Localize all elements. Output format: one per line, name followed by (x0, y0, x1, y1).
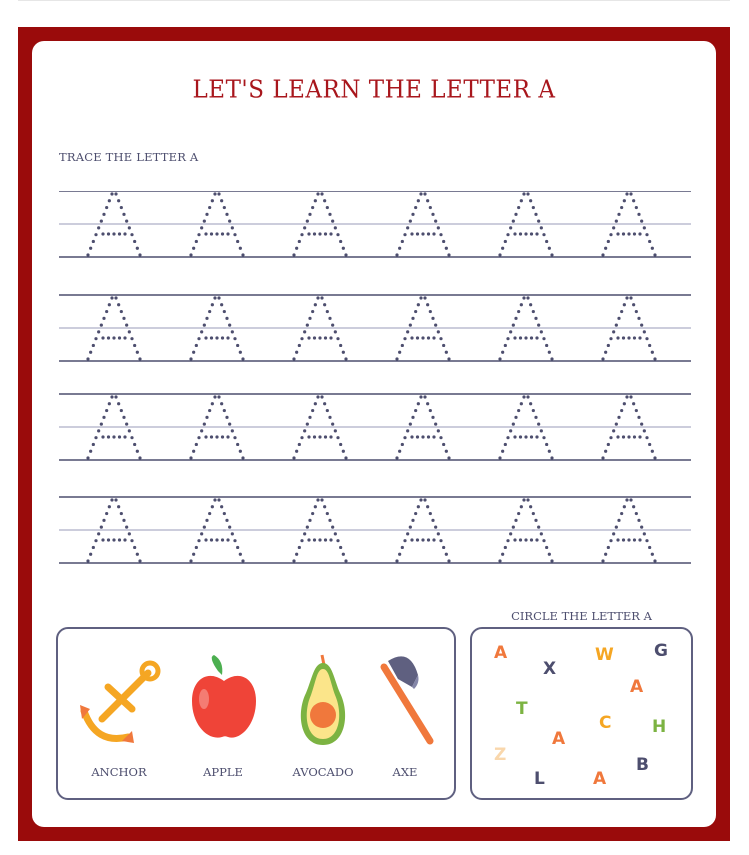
letter-item[interactable]: L (534, 769, 545, 789)
worksheet-frame (18, 27, 730, 841)
axe-label: AXE (392, 765, 418, 779)
letter-item[interactable]: A (630, 677, 644, 697)
anchor-icon (74, 649, 164, 749)
avocado-icon (278, 649, 368, 749)
letter-item[interactable]: Z (494, 745, 507, 765)
letter-item[interactable]: W (595, 645, 614, 665)
letter-item[interactable]: A (552, 729, 566, 749)
avocado-label: AVOCADO (292, 765, 354, 779)
avocado-picture (278, 649, 368, 749)
letter-item[interactable]: A (593, 769, 607, 789)
axe-picture (360, 649, 450, 749)
anchor-label: ANCHOR (91, 765, 147, 779)
pictures-panel (56, 627, 456, 800)
axe-icon (360, 649, 450, 749)
anchor-picture (74, 649, 164, 749)
circle-instruction: CIRCLE THE LETTER A (511, 609, 652, 623)
worksheet-page (32, 41, 716, 827)
apple-picture (178, 649, 268, 749)
apple-label: APPLE (203, 765, 243, 779)
top-divider (18, 0, 730, 1)
letter-item[interactable]: A (494, 643, 508, 663)
letter-item[interactable]: B (636, 755, 649, 775)
trace-instruction: TRACE THE LETTER A (59, 150, 199, 164)
letter-item[interactable]: C (599, 713, 612, 733)
letter-item[interactable]: T (516, 699, 528, 719)
tracing-area (59, 191, 691, 591)
page-title: LET'S LEARN THE LETTER A (192, 76, 556, 104)
letter-item[interactable]: H (652, 717, 667, 737)
letter-item[interactable]: G (654, 641, 668, 661)
letter-item[interactable]: X (543, 659, 557, 679)
apple-icon (178, 649, 268, 749)
letter-search-panel (470, 627, 693, 800)
